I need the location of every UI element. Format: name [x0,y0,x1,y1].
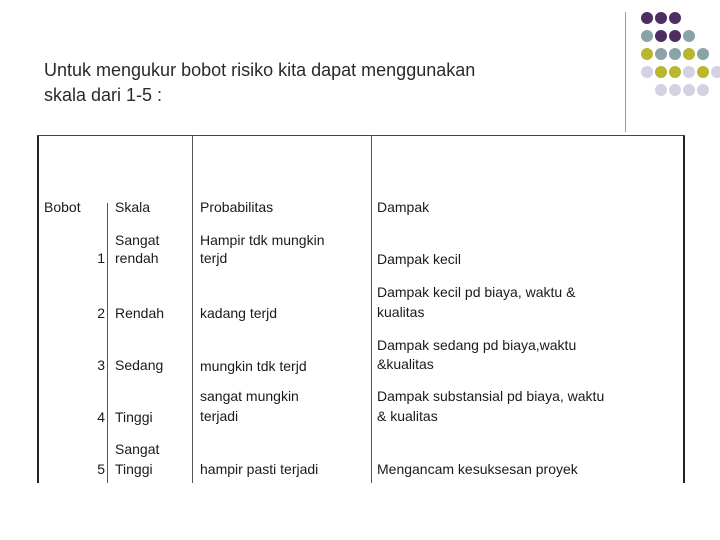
row-4-skala: Tinggi [115,409,153,425]
row-3-dampak-line-1: Dampak sedang pd biaya,waktu [377,337,577,353]
row-1-skala-line-2: rendah [115,250,159,266]
row-4-bobot: 4 [97,409,105,425]
slide-title-line-2: skala dari 1-5 : [44,85,163,105]
decorative-dot [641,30,653,42]
row-4-probabilitas-line-2: terjadi [200,408,239,424]
header-bobot: Bobot [44,199,81,215]
decorative-dot [697,84,709,96]
decorative-dot [683,66,695,78]
slide-title-line-1: Untuk mengukur bobot risiko kita dapat menggunakan [44,60,476,80]
row-3-bobot: 3 [97,357,105,373]
row-1-bobot: 1 [97,250,105,266]
table-top-border [37,135,685,136]
decorative-dot [641,48,653,60]
row-3-probabilitas: mungkin tdk terjd [200,358,307,374]
row-4-probabilitas-line-1: sangat mungkin [200,388,299,404]
header-skala: Skala [115,199,151,215]
table-right-border [683,135,685,483]
decorative-dot [697,66,709,78]
decorative-dot [655,30,667,42]
decorative-dot [711,66,720,78]
decorative-dot [669,12,681,24]
decorative-dot [641,12,653,24]
decorative-divider [625,12,626,132]
row-5-skala-line-1: Sangat [115,441,160,457]
column-separator [192,135,193,483]
row-2-dampak-line-1: Dampak kecil pd biaya, waktu & [377,284,576,300]
risk-scale-table [37,135,685,483]
decorative-dot [669,30,681,42]
row-4-dampak-line-1: Dampak substansial pd biaya, waktu [377,388,605,404]
header-dampak: Dampak [377,199,430,215]
row-3-dampak-line-2: &kualitas [377,356,434,372]
decorative-dot [697,48,709,60]
decorative-dot [655,48,667,60]
decorative-dot [669,48,681,60]
row-2-bobot: 2 [97,305,105,321]
row-5-probabilitas: hampir pasti terjadi [200,461,319,477]
row-4-dampak-line-2: & kualitas [377,408,438,424]
column-separator [107,203,108,483]
row-2-dampak-line-2: kualitas [377,304,425,320]
decorative-dot [669,84,681,96]
decorative-dot [683,84,695,96]
row-5-dampak: Mengancam kesuksesan proyek [377,461,578,477]
header-probabilitas: Probabilitas [200,199,274,215]
decorative-dot-grid [628,10,720,118]
decorative-dot [655,66,667,78]
row-1-dampak: Dampak kecil [377,251,462,267]
slide-title [44,58,624,108]
row-3-skala: Sedang [115,357,164,373]
row-2-probabilitas: kadang terjd [200,305,278,321]
row-1-probabilitas-line-2: terjd [200,250,228,266]
row-5-bobot: 5 [97,461,105,477]
row-1-skala-line-1: Sangat [115,232,160,248]
row-1-probabilitas-line-1: Hampir tdk mungkin [200,232,325,248]
decorative-dot [683,48,695,60]
decorative-dot [655,84,667,96]
decorative-dot [669,66,681,78]
decorative-dot [641,66,653,78]
column-separator [371,135,372,483]
row-2-skala: Rendah [115,305,165,321]
row-5-skala-line-2: Tinggi [115,461,153,477]
decorative-dot [655,12,667,24]
decorative-dot [683,30,695,42]
